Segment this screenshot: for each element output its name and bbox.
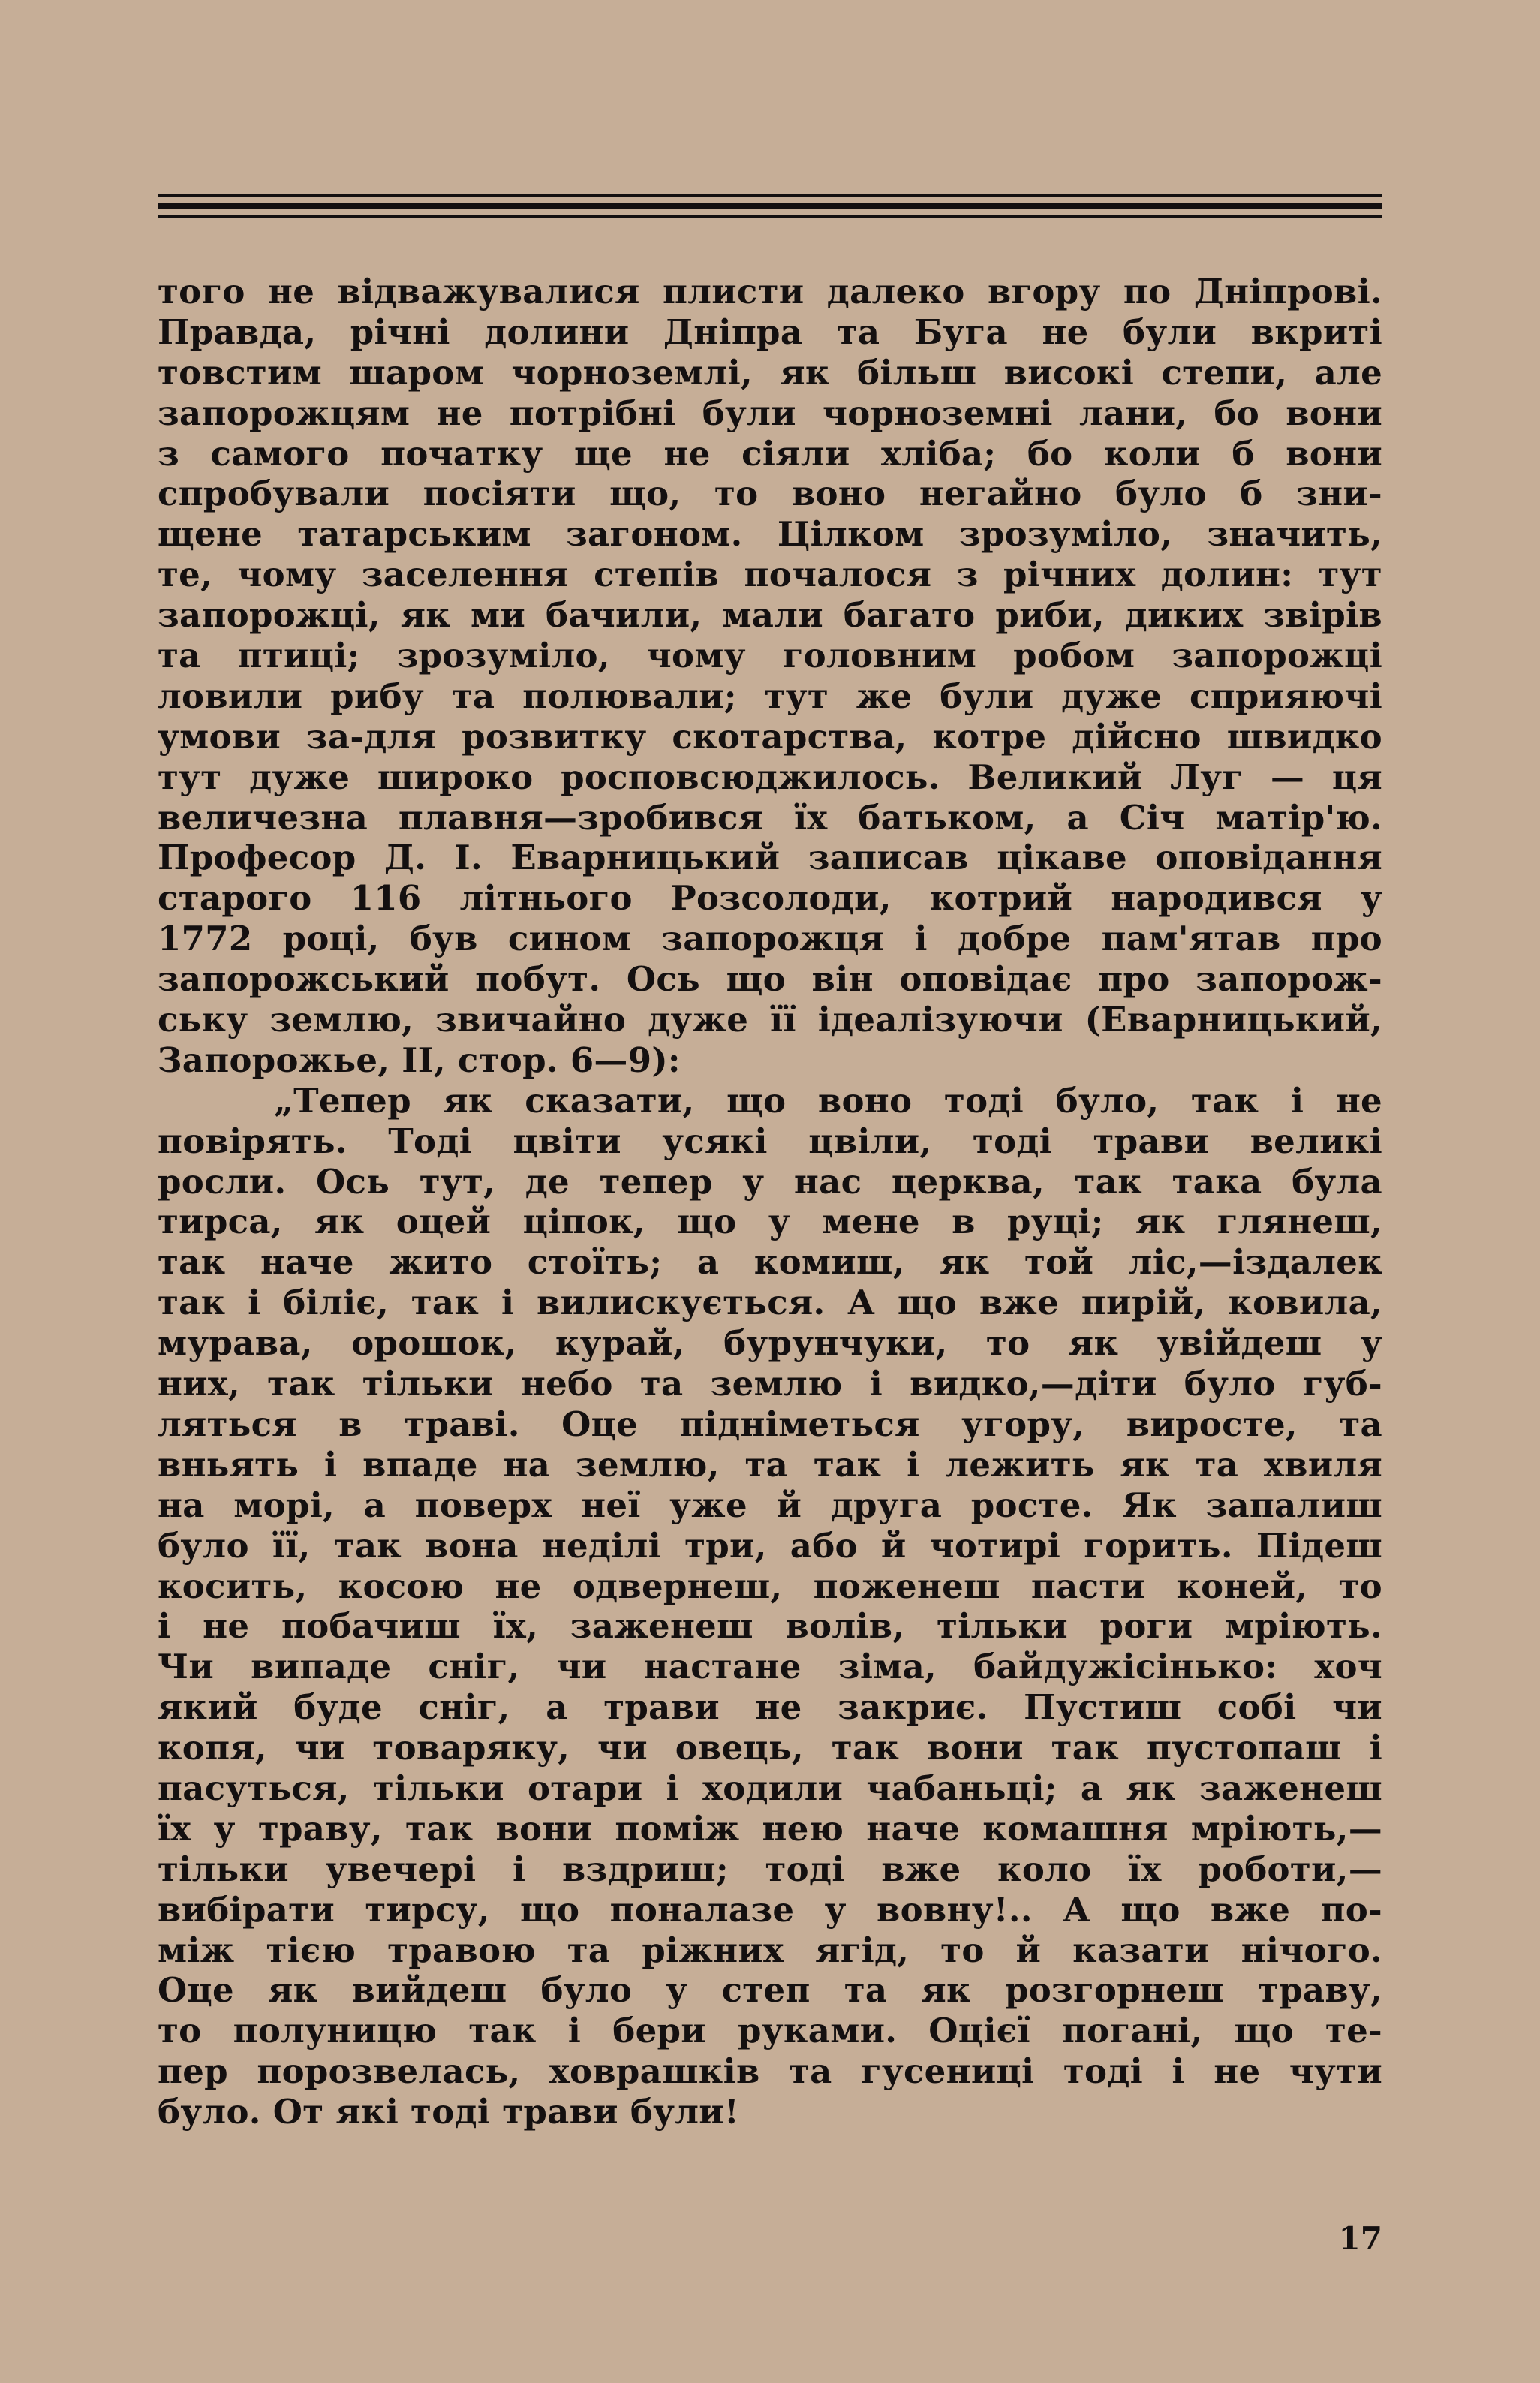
text-line: запорожці, як ми бачили, мали багато риби, диких звірів [158,595,1382,636]
text-line: тирса, як оцей ціпок, що у мене в руці; як глянеш, [158,1202,1382,1242]
text-line: Чи випаде сніг, чи настане зіма, байдужісінько: хоч [158,1647,1382,1687]
text-line: запорожцям не потрібні були чорноземні лани, бо вони [158,393,1382,433]
text-line: копя, чи товаряку, чи овець, так вони так пустопаш і [158,1728,1382,1768]
header-rule-thick [158,203,1382,209]
text-line: їх у траву, так вони поміж нею наче комашня мріють,— [158,1808,1382,1849]
text-line: тут дуже широко росповсюджилось. Великий Луг — ця [158,757,1382,797]
text-line: який буде сніг, а трави не закриє. Пустиш собі чи [158,1687,1382,1728]
text-line: на морі, а поверх неї уже й друга росте. Як запалиш [158,1485,1382,1525]
text-line: величезна плавня—зробився їх батьком, а Січ матір'ю. [158,797,1382,838]
text-line: тільки увечері і вздриш; тоді вже коло їх роботи,— [158,1849,1382,1889]
text-line: косить, косою не одвернеш, поженеш пасти коней, то [158,1566,1382,1606]
text-line: було. От які тоді трави були! [158,2092,739,2132]
text-line: вньять і впаде на землю, та так і лежить як та хвиля [158,1444,1382,1485]
header-rule-thin-top [158,194,1382,197]
text-line: ську землю, звичайно дуже її ідеалізуючи (Еварницький, [158,1000,1382,1040]
text-line: вибірати тирсу, що поналазе у вовну!.. А що вже по- [158,1889,1382,1930]
text-line: запорожський побут. Ось що він оповідає про запорож- [158,959,1382,1000]
text-line: та птиці; зрозуміло, чому головним робом запорожці [158,636,1382,676]
text-line: них, так тільки небо та землю і видко,—діти було губ- [158,1364,1382,1404]
paragraph-1 [158,272,1382,1081]
text-line: щене татарським загоном. Цілком зрозуміло, значить, [158,514,1382,555]
text-line: спробували посіяти що, то воно негайно було б зни- [158,474,1382,514]
text-line: Оце як вийдеш було у степ та як розгорнеш траву, [158,1970,1382,2011]
text-line: мурава, орошок, курай, бурунчуки, то як увійдеш у [158,1323,1382,1364]
text-line: „Тепер як сказати, що воно тоді було, так і не [274,1080,1382,1121]
text-line: так і біліє, так і вилискується. А що вже пирій, ковила, [158,1283,1382,1323]
text-line: умови за-для розвитку скотарства, котре дійсно швидко [158,716,1382,757]
text-line: Запорожье, II, стор. 6—9): [158,1040,681,1080]
text-line: Професор Д. І. Еварницький записав цікаве оповідання [158,838,1382,878]
text-line: ляться в траві. Оце підніметься угору, виросте, та [158,1404,1382,1444]
text-line: між тією травою та ріжних ягід, то й казати нічого. [158,1930,1382,1970]
paragraph-2-quote [158,1081,1382,2132]
text-line: ловили рибу та полювали; тут же були дуже сприяючі [158,675,1382,716]
text-line: з самого початку ще не сіяли хліба; бо коли б вони [158,433,1382,474]
text-line: пер порозвелась, ховрашків та гусениці тоді і не чути [158,2051,1382,2092]
text-line: старого 116 літнього Розсолоди, котрий народився у [158,878,1382,919]
text-line: Правда, річні долини Дніпра та Буга не були вкриті [158,311,1382,352]
text-line: те, чому заселення степів почалося з річних долин: тут [158,555,1382,595]
body-text [158,272,1382,2132]
text-line: так наче жито стоїть; а комиш, як той ліс,—іздалек [158,1242,1382,1283]
text-line: пасуться, тільки отари і ходили чабаньці; а як заженеш [158,1768,1382,1808]
page-number: 17 [1338,2220,1382,2257]
text-line: і не побачиш їх, заженеш волів, тільки роги мріють. [158,1606,1382,1647]
text-line: то полуницю так і бери руками. Оцієї погані, що те- [158,2011,1382,2051]
text-line: 1772 році, був сином запорожця і добре пам'ятав про [158,919,1382,959]
text-line: було її, так вона неділі три, або й чотирі горить. Підеш [158,1525,1382,1566]
text-line: повірять. Тоді цвіти усякі цвіли, тоді трави великі [158,1121,1382,1161]
text-line: росли. Ось тут, де тепер у нас церква, так така була [158,1161,1382,1202]
header-rule-thin-bottom [158,215,1382,218]
text-line: того не відважувалися плисти далеко вгору по Дніпрові. [158,272,1382,311]
text-line: товстим шаром чорноземлі, як більш високі степи, але [158,352,1382,393]
